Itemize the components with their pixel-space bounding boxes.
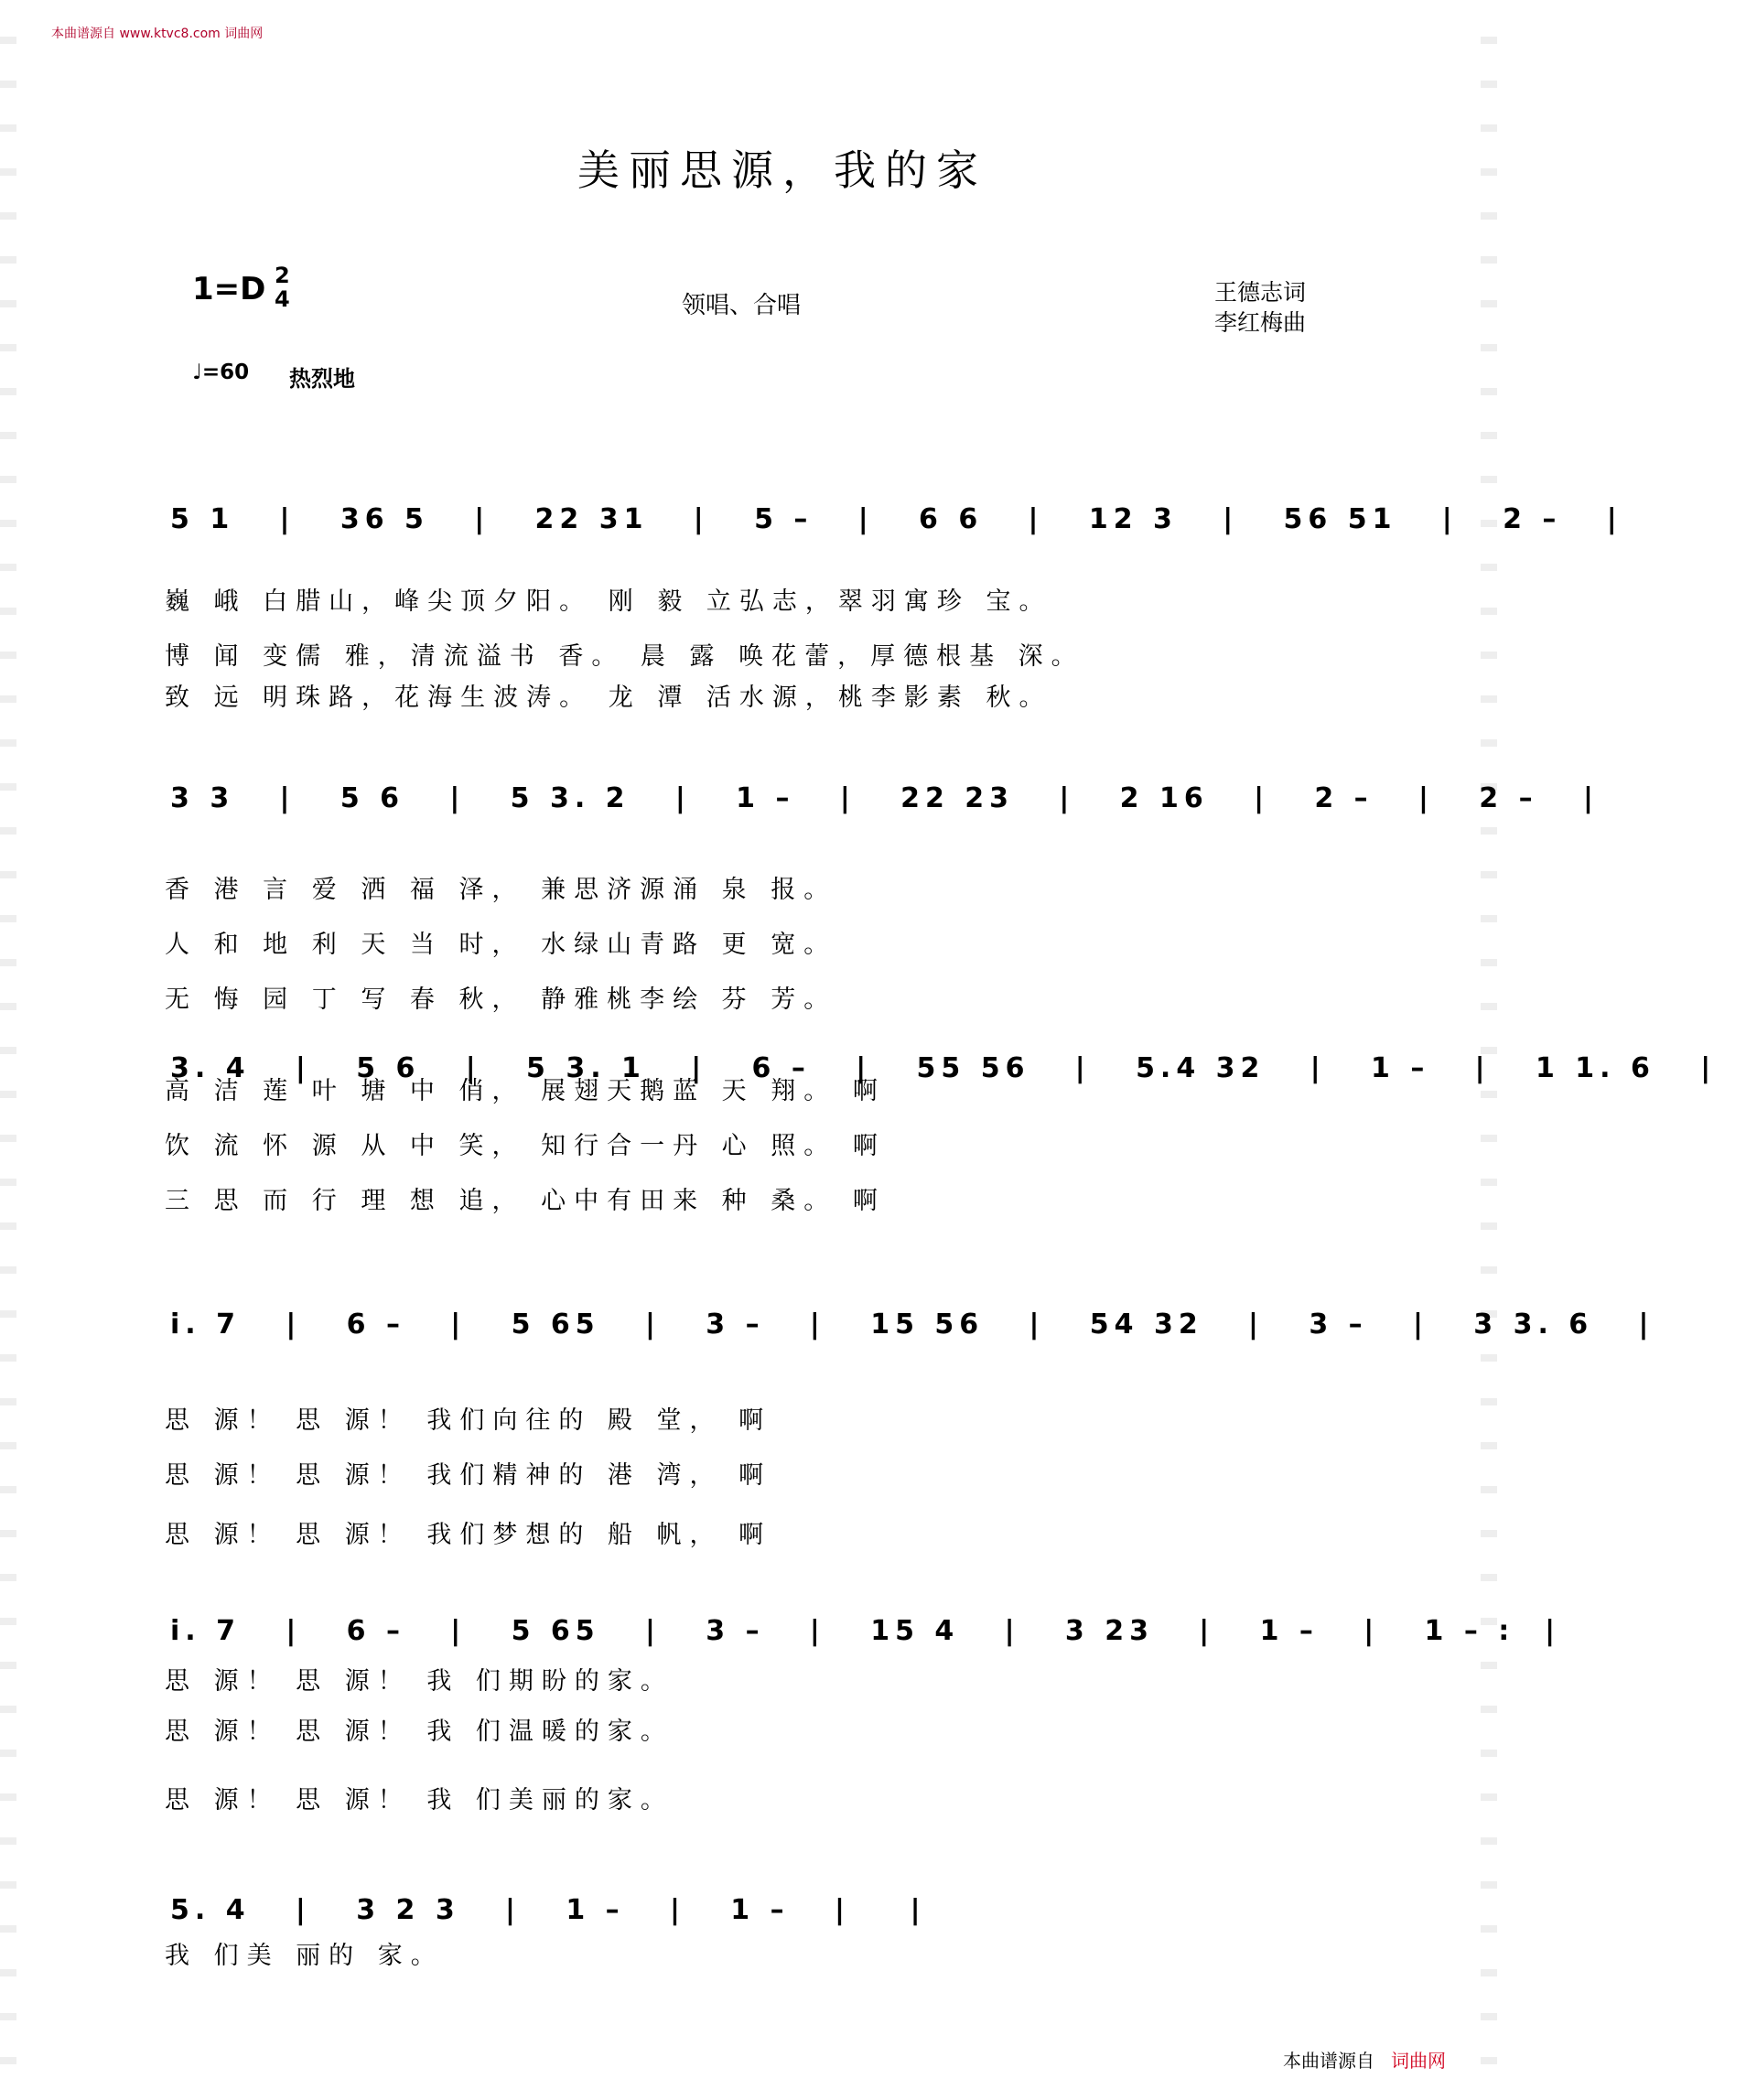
lyric-line: 思 源！ 思 源！ 我们精神的 港 湾， 啊 [165, 1461, 772, 1490]
expression-marking: 热烈地 [289, 366, 355, 392]
lyric-line: 思 源！ 思 源！ 我 们温暖的家。 [165, 1718, 674, 1746]
lyric-line: 三 思 而 行 理 想 追， 心中有田来 种 桑。 啊 [165, 1187, 886, 1215]
notation-line: 3 3 | 5 6 | 5 3. 2 | 1 – | 22 23 | 2 16 | 2 – | 2 – | [170, 782, 1629, 814]
time-top: 2 [275, 263, 290, 288]
lyric-line: 巍 峨 白腊山，峰尖顶夕阳。 刚 毅 立弘志，翠羽寓珍 宝。 [165, 587, 1052, 616]
lyric-line: 思 源！ 思 源！ 我们向往的 殿 堂， 啊 [165, 1406, 772, 1435]
lyric-line: 思 源！ 思 源！ 我 们美丽的家。 [165, 1786, 674, 1815]
composer: 李红梅曲 [1214, 309, 1307, 336]
tempo-marking: ♩=60 [192, 361, 250, 384]
lyric-line: 我 们美 丽的 家。 [165, 1942, 444, 1970]
right-margin-strip [1481, 0, 1497, 2100]
lyric-line: 思 源！ 思 源！ 我 们期盼的家。 [165, 1667, 674, 1696]
footer [1283, 2046, 1446, 2073]
time-bottom: 4 [275, 286, 290, 312]
time-signature [275, 264, 290, 311]
lyric-line: 致 远 明珠路，花海生波涛。 龙 潭 活水源，桃李影素 秋。 [165, 684, 1052, 712]
lyricist: 王德志词 [1214, 279, 1307, 306]
lyric-line: 高 洁 莲 叶 塘 中 俏， 展翅天鹅蓝 天 翔。 啊 [165, 1077, 886, 1105]
lyric-line: 饮 流 怀 源 从 中 笑， 知行合一丹 心 照。 啊 [165, 1132, 886, 1160]
footer-source: 本曲谱源自 [1283, 2050, 1374, 2072]
source-header: 本曲谱源自 www.ktvc8.com 词曲网 [51, 27, 264, 41]
notation-line: 5. 4 | 3 2 3 | 1 – | 1 – | | [170, 1894, 956, 1926]
left-margin-strip [0, 0, 16, 2100]
lyric-line: 博 闻 变儒 雅，清流溢书 香。 晨 露 唤花蕾，厚德根基 深。 [165, 642, 1084, 671]
notation-line: 3. 4 | 5 6 | 5 3. 1 | 6 – | 55 56 | 5.4 32 | 1 – | 1 1. 6 | [170, 1052, 1746, 1084]
notation-line: 5 1 | 36 5 | 22 31 | 5 – | 6 6 | 12 3 | 56 51 | 2 – | [170, 503, 1653, 535]
lyric-line: 思 源！ 思 源！ 我们梦想的 船 帆， 啊 [165, 1521, 772, 1549]
footer-site: 词曲网 [1391, 2050, 1446, 2072]
performance-mode: 领唱、合唱 [682, 292, 802, 319]
key-signature: 1=D [192, 271, 266, 307]
lyric-line: 香 港 言 爱 洒 福 泽， 兼思济源涌 泉 报。 [165, 876, 837, 904]
notation-line: i. 7 | 6 – | 5 65 | 3 – | 15 56 | 54 32 | 3 – | 3 3. 6 | [170, 1308, 1685, 1341]
page-title: 美丽思源，我的家 [577, 145, 987, 195]
lyric-line: 无 悔 园 丁 写 春 秋， 静雅桃李绘 芬 芳。 [165, 985, 837, 1014]
notation-line: i. 7 | 6 – | 5 65 | 3 – | 15 4 | 3 23 | 1 – | 1 – : | [170, 1615, 1591, 1647]
lyric-line: 人 和 地 利 天 当 时， 水绿山青路 更 宽。 [165, 931, 837, 959]
